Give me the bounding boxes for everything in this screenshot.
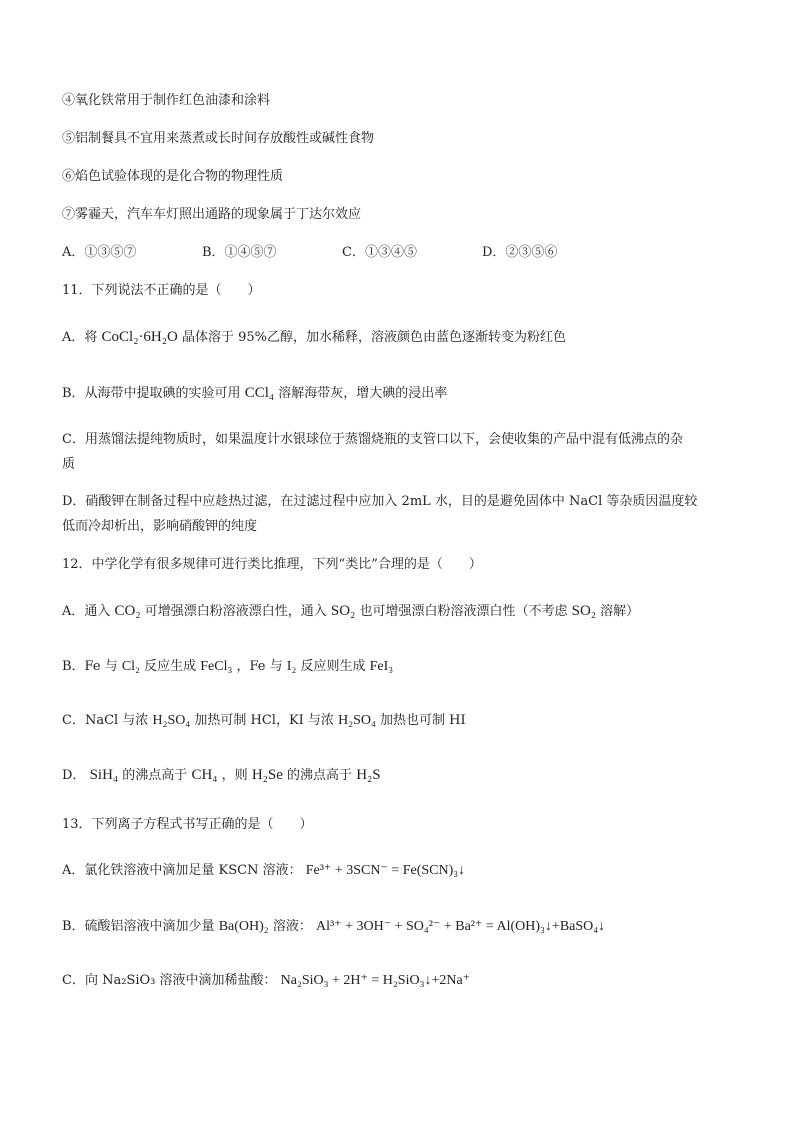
q12-a-formula-3: SO₂	[571, 603, 597, 619]
q11-option-a	[62, 328, 566, 347]
q11-a-text-2: 晶体溶于 95%乙醇，加水稀释，溶液颜色由蓝色逐渐转变为粉红色	[181, 330, 566, 345]
q12-a-text-4: 溶解）	[600, 604, 640, 619]
q12-a-formula-1: CO₂	[114, 603, 141, 619]
q13-b-text-2: 溶液：	[272, 919, 312, 934]
q10-option-c: C．①③④⑤	[342, 245, 417, 260]
q12-a-formula-2: SO₂	[330, 603, 356, 619]
q11-a-text-1: A．将	[62, 330, 98, 345]
q13-option-b	[62, 918, 605, 936]
q11-stem: 11．下列说法不正确的是（ ）	[62, 283, 261, 298]
q11-b-text-2: 溶解海带灰，增大碘的浸出率	[278, 386, 448, 401]
q12-d-text-3: ，则	[221, 768, 248, 783]
q10-options	[62, 244, 682, 262]
q13-b-text-1: B．硫酸铝溶液中滴加少量	[62, 919, 215, 934]
q12-b-formula-3: I₂	[286, 659, 297, 674]
q10-option-a: A．①③⑤⑦	[62, 245, 137, 260]
q12-option-c	[62, 712, 466, 730]
q12-c-text-1: C．NaCl 与浓	[62, 713, 149, 728]
q12-option-d	[62, 766, 381, 785]
q12-a-text-1: A．通入	[62, 604, 111, 619]
q12-b-text-2: 反应生成	[144, 659, 197, 674]
statement-7: ⑦雾霾天，汽车车灯照出通路的现象属于丁达尔效应	[62, 207, 362, 222]
q13-a-equation: Fe³⁺ + 3SCN⁻ = Fe(SCN)₃↓	[305, 863, 466, 878]
q12-d-text-1: D．	[62, 768, 86, 783]
q11-option-d-line1: D．硝酸钾在制备过程中应趁热过滤，在过滤过程中应加入 2mL 水，目的是避免固体中 NaCl 等杂质因温度较	[62, 494, 698, 509]
q12-b-formula-4: FeI₃	[369, 659, 394, 674]
q12-b-text-3: ，Fe 与	[236, 659, 283, 674]
statement-4: ④氧化铁常用于制作红色油漆和涂料	[62, 93, 271, 108]
q11-a-formula: CoCl₂·6H₂O	[101, 329, 178, 345]
q13-option-c	[62, 972, 470, 990]
q12-b-text-4: 反应则生成	[300, 659, 366, 674]
q11-option-c-line2: 质	[62, 457, 76, 472]
q12-c-formula-2: H₂SO₄	[338, 713, 376, 728]
q12-d-text-2: 的沸点高于	[122, 768, 188, 783]
q12-a-text-3: 也可增强漂白粉溶液漂白性（不考虑	[359, 604, 568, 619]
q13-option-a	[62, 862, 465, 880]
q11-option-b	[62, 384, 447, 403]
q12-d-formula-2: CH₄	[191, 767, 218, 783]
q12-d-formula-4: H₂S	[356, 767, 381, 783]
statement-5: ⑤铝制餐具不宜用来蒸煮或长时间存放酸性或碱性食物	[62, 131, 375, 146]
q11-b-text-1: B．从海带中提取碘的实验可用	[62, 386, 241, 401]
q13-b-equation: Al³⁺ + 3OH⁻ + SO₄²⁻ + Ba²⁺ = Al(OH)₃↓+BaSO₄↓	[315, 919, 606, 934]
q12-stem: 12．中学化学有很多规律可进行类比推理，下列“类比”合理的是（ ）	[62, 557, 482, 572]
q12-d-formula-1: SiH₄	[89, 767, 119, 783]
q10-option-b: B．①④⑤⑦	[202, 245, 277, 260]
q12-d-formula-3: H₂Se	[251, 767, 283, 783]
q13-stem: 13．下列离子方程式书写正确的是（ ）	[62, 817, 313, 832]
q13-c-text: C．向 Na₂SiO₃ 溶液中滴加稀盐酸：	[62, 973, 277, 988]
q10-option-d: D．②③⑤⑥	[482, 245, 558, 260]
q12-d-text-4: 的沸点高于	[287, 768, 353, 783]
q13-a-text: A．氯化铁溶液中滴加足量 KSCN 溶液：	[62, 863, 302, 878]
q12-b-text-1: B．Fe 与	[62, 659, 118, 674]
q12-c-text-2: 加热可制 HCl，KI 与浓	[194, 713, 334, 728]
q11-b-formula: CCl₄	[244, 385, 275, 401]
q12-option-b	[62, 658, 393, 676]
q12-b-formula-1: Cl₂	[121, 659, 140, 674]
q11-option-c-line1: C．用蒸馏法提纯物质时，如果温度计水银球位于蒸馏烧瓶的支管口以下，会使收集的产品中混有低沸点的杂	[62, 432, 683, 447]
q12-c-text-3: 加热也可制 HI	[380, 713, 466, 728]
q12-option-a	[62, 602, 639, 621]
statement-6: ⑥焰色试验体现的是化合物的物理性质	[62, 169, 284, 184]
q12-c-formula-1: H₂SO₄	[152, 713, 191, 728]
q11-option-d-line2: 低而冷却析出，影响硝酸钾的纯度	[62, 519, 258, 534]
q12-a-text-2: 可增强漂白粉溶液漂白性，通入	[144, 604, 327, 619]
q13-b-formula: Ba(OH)₂	[218, 919, 269, 934]
q12-b-formula-2: FeCl₃	[200, 659, 233, 674]
q13-c-equation: Na₂SiO₃ + 2H⁺ = H₂SiO₃↓+2Na⁺	[280, 973, 471, 988]
